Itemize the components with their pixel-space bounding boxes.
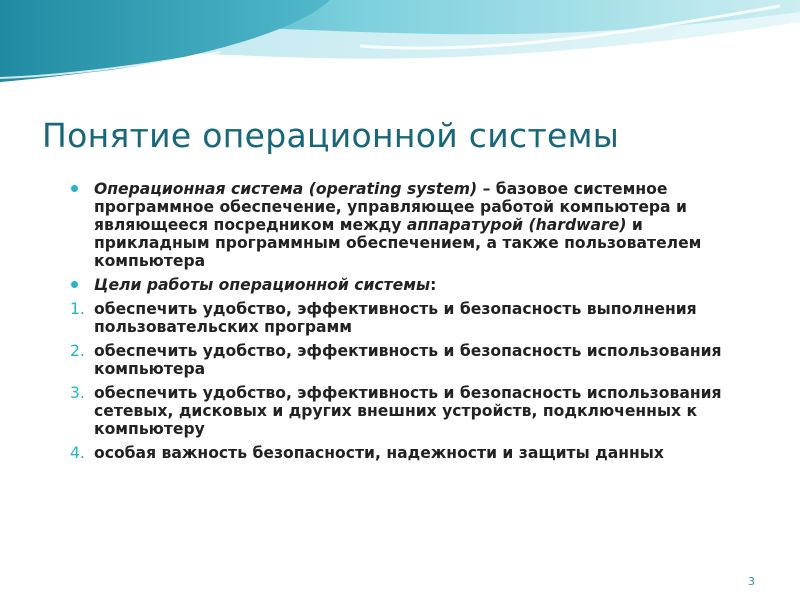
bullet-item bbox=[70, 180, 760, 270]
list-number: 1. bbox=[70, 300, 85, 318]
numbered-item bbox=[70, 384, 760, 438]
numbered-item-text: особая важность безопасности, надежности и защиты данных bbox=[94, 444, 664, 462]
definition-term: Операционная система (operating system) bbox=[94, 180, 478, 198]
goals-heading: Цели работы операционной системы bbox=[94, 276, 431, 294]
numbered-item-text: обеспечить удобство, эффективность и безопасность использования компьютера bbox=[94, 342, 722, 378]
numbered-item bbox=[70, 342, 760, 378]
bullet-dot-icon bbox=[71, 281, 78, 288]
definition-text: – базовое системное программное обеспечение, управляющее работой компьютера и являющееся посредником между bbox=[94, 180, 687, 234]
definition-text-end: и прикладным программным обеспечением, а также пользователем компьютера bbox=[94, 216, 702, 270]
slide-content bbox=[70, 180, 760, 468]
slide-title: Понятие операционной системы bbox=[42, 116, 620, 155]
bullet-dot-icon bbox=[71, 185, 78, 192]
list-number: 4. bbox=[70, 444, 85, 462]
header-wave-decoration bbox=[0, 0, 800, 100]
numbered-item-text: обеспечить удобство, эффективность и безопасность использования сетевых, дисковых и других внешних устройств, подключенных к компьютеру bbox=[94, 384, 722, 438]
definition-term-hardware: аппаратурой (hardware) bbox=[406, 216, 627, 234]
goals-colon: : bbox=[430, 276, 437, 294]
numbered-item-text: обеспечить удобство, эффективность и безопасность выполнения пользовательских программ bbox=[94, 300, 697, 336]
numbered-item bbox=[70, 444, 760, 462]
list-number: 3. bbox=[70, 384, 85, 402]
numbered-item bbox=[70, 300, 760, 336]
page-number: 3 bbox=[748, 575, 755, 588]
list-number: 2. bbox=[70, 342, 85, 360]
bullet-item bbox=[70, 276, 760, 294]
